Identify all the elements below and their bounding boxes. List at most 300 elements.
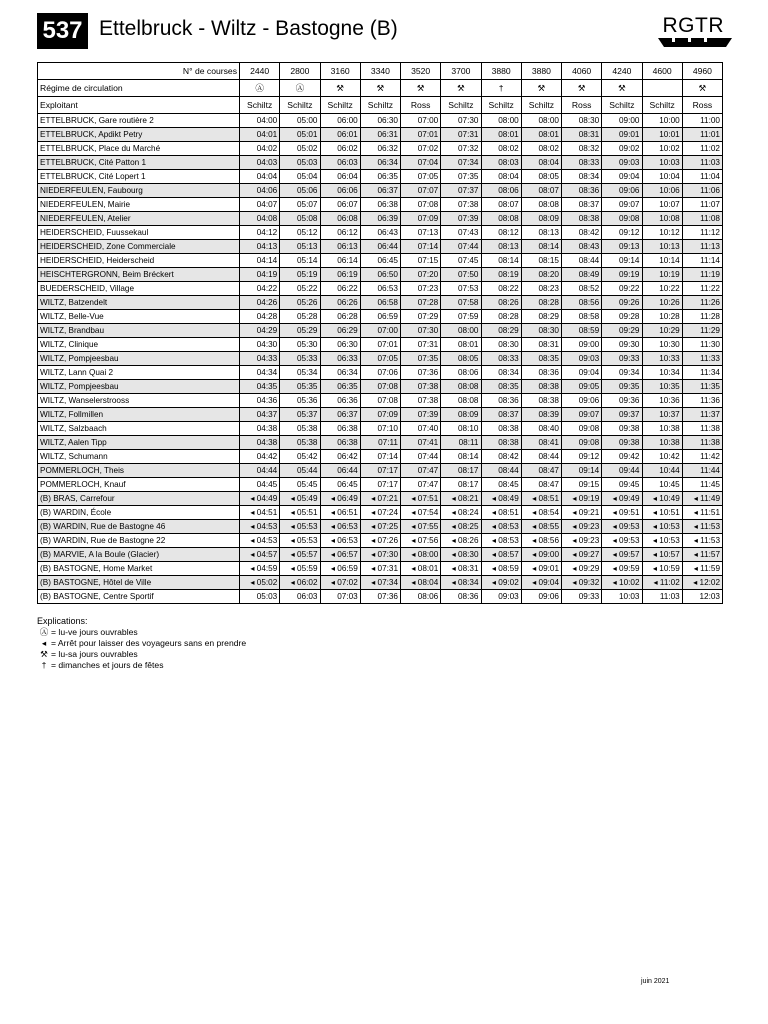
table-row	[38, 240, 723, 254]
departure-time: 07:30	[441, 114, 481, 128]
departure-time: 05:04	[280, 170, 320, 184]
departure-time: 06:30	[360, 114, 400, 128]
departure-time: 08:05	[441, 352, 481, 366]
departure-time: 10:12	[642, 226, 682, 240]
departure-time: 04:02	[240, 142, 280, 156]
table-row	[38, 254, 723, 268]
departure-time: 06:03	[320, 156, 360, 170]
departure-time: ◂ 08:49	[481, 492, 521, 506]
stop-name: WILTZ, Batzendelt	[38, 296, 240, 310]
departure-time: 09:35	[602, 380, 642, 394]
table-row	[38, 562, 723, 576]
departure-time: 06:00	[320, 114, 360, 128]
departure-time: 08:14	[441, 450, 481, 464]
departure-time: 04:28	[240, 310, 280, 324]
departure-time: ◂ 11:51	[682, 506, 722, 520]
departure-time: 08:14	[521, 240, 561, 254]
departure-time: 08:13	[481, 240, 521, 254]
departure-time: 07:30	[401, 324, 441, 338]
departure-time: 09:04	[562, 366, 602, 380]
table-row	[38, 324, 723, 338]
departure-time: ◂ 09:23	[562, 534, 602, 548]
stop-name: WILTZ, Lann Quai 2	[38, 366, 240, 380]
departure-time: ◂ 07:30	[360, 548, 400, 562]
departure-time: 09:28	[602, 310, 642, 324]
courses-label: N° de courses	[38, 63, 240, 80]
departure-time: 04:07	[240, 198, 280, 212]
departure-time: 08:04	[481, 170, 521, 184]
departure-time: 04:08	[240, 212, 280, 226]
explanation-text: = Arrêt pour laisser des voyageurs sans en prendre	[51, 638, 247, 648]
departure-time: ◂ 07:56	[401, 534, 441, 548]
departure-time: 07:35	[441, 170, 481, 184]
departure-time: 10:35	[642, 380, 682, 394]
departure-time: 10:30	[642, 338, 682, 352]
departure-time: 07:01	[401, 128, 441, 142]
departure-time: 11:38	[682, 436, 722, 450]
departure-time: ◂ 06:57	[320, 548, 360, 562]
table-row	[38, 338, 723, 352]
table-row	[38, 394, 723, 408]
logo-rail-icon	[658, 38, 732, 47]
regime-row	[38, 80, 723, 97]
stop-name: WILTZ, Salzbaach	[38, 422, 240, 436]
departure-time: 07:17	[360, 464, 400, 478]
departure-time: 10:14	[642, 254, 682, 268]
departure-time: 09:04	[602, 170, 642, 184]
departure-time: 10:22	[642, 282, 682, 296]
departure-time: 05:08	[280, 212, 320, 226]
table-row	[38, 464, 723, 478]
departure-time: 10:26	[642, 296, 682, 310]
departure-time: ◂ 08:53	[481, 534, 521, 548]
regime-symbol: ⚒	[401, 80, 441, 97]
departure-time: 07:00	[401, 114, 441, 128]
departure-time: 10:03	[642, 156, 682, 170]
table-row	[38, 282, 723, 296]
departure-time: 10:37	[642, 408, 682, 422]
departure-time: 11:33	[682, 352, 722, 366]
departure-time: 06:36	[320, 394, 360, 408]
departure-time: ◂ 08:57	[481, 548, 521, 562]
departure-time: ◂ 04:53	[240, 534, 280, 548]
departure-time: ◂ 08:25	[441, 520, 481, 534]
departure-time: ◂ 09:53	[602, 520, 642, 534]
departure-time: 04:13	[240, 240, 280, 254]
departure-time: 08:33	[562, 156, 602, 170]
course-number: 4240	[602, 63, 642, 80]
stop-name: (B) WARDIN, Rue de Bastogne 46	[38, 520, 240, 534]
stop-name: WILTZ, Pompjeesbau	[38, 352, 240, 366]
departure-time: ◂ 07:34	[360, 576, 400, 590]
departure-time: 08:36	[481, 394, 521, 408]
stop-name: WILTZ, Pompjeesbau	[38, 380, 240, 394]
departure-time: 06:29	[320, 324, 360, 338]
departure-time: 07:38	[441, 198, 481, 212]
departure-time: 10:29	[642, 324, 682, 338]
regime-symbol: Ⓐ	[240, 80, 280, 97]
departure-time: 09:03	[562, 352, 602, 366]
departure-time: 06:01	[320, 128, 360, 142]
regime-symbol: Ⓐ	[280, 80, 320, 97]
departure-time: 10:36	[642, 394, 682, 408]
exploitant-label: Exploitant	[38, 97, 240, 114]
departure-time: 09:12	[602, 226, 642, 240]
departure-time: 06:44	[320, 464, 360, 478]
table-row	[38, 170, 723, 184]
departure-time: 08:40	[521, 422, 561, 436]
table-row	[38, 268, 723, 282]
course-number: 4600	[642, 63, 682, 80]
stop-name: WILTZ, Aalen Tipp	[38, 436, 240, 450]
departure-time: 08:36	[521, 366, 561, 380]
departure-time: 05:30	[280, 338, 320, 352]
departure-time: 07:15	[401, 254, 441, 268]
departure-time: ◂ 07:31	[360, 562, 400, 576]
course-number: 3160	[320, 63, 360, 80]
table-row	[38, 534, 723, 548]
table-row	[38, 380, 723, 394]
departure-time: 07:58	[441, 296, 481, 310]
departure-time: ◂ 08:34	[441, 576, 481, 590]
table-row	[38, 422, 723, 436]
table-row	[38, 478, 723, 492]
departure-time: ◂ 11:49	[682, 492, 722, 506]
departure-time: 08:45	[481, 478, 521, 492]
departure-time: ◂ 06:53	[320, 534, 360, 548]
departure-time: 08:22	[481, 282, 521, 296]
departure-time: 07:36	[360, 590, 400, 604]
departure-time: 05:12	[280, 226, 320, 240]
departure-time: 08:38	[521, 394, 561, 408]
departure-time: 10:01	[642, 128, 682, 142]
departure-time: 06:38	[360, 198, 400, 212]
departure-time: ◂ 05:57	[280, 548, 320, 562]
departure-time: ◂ 09:59	[602, 562, 642, 576]
departure-time: 08:44	[481, 464, 521, 478]
departure-time: 06:04	[320, 170, 360, 184]
departure-time: 09:00	[602, 114, 642, 128]
departure-time: ◂ 08:01	[401, 562, 441, 576]
departure-time: 07:13	[401, 226, 441, 240]
table-row	[38, 212, 723, 226]
departure-time: 10:03	[602, 590, 642, 604]
departure-time: 07:47	[401, 478, 441, 492]
departure-time: 07:36	[401, 366, 441, 380]
departure-time: 10:13	[642, 240, 682, 254]
departure-time: 08:00	[441, 324, 481, 338]
departure-time: 08:52	[562, 282, 602, 296]
table-row	[38, 492, 723, 506]
course-number: 4060	[562, 63, 602, 80]
departure-time: 09:14	[562, 464, 602, 478]
departure-time: 09:19	[602, 268, 642, 282]
departure-time: 07:05	[360, 352, 400, 366]
departure-time: 08:07	[521, 184, 561, 198]
departure-time: 09:12	[562, 450, 602, 464]
departure-time: 06:50	[360, 268, 400, 282]
departure-time: 08:49	[562, 268, 602, 282]
route-number-badge: 537	[37, 13, 88, 49]
departure-time: 05:06	[280, 184, 320, 198]
table-row	[38, 548, 723, 562]
stop-name: ETTELBRUCK, Place du Marché	[38, 142, 240, 156]
departure-time: 09:14	[602, 254, 642, 268]
departure-time: ◂ 09:00	[521, 548, 561, 562]
courses-row	[38, 63, 723, 80]
departure-time: 05:26	[280, 296, 320, 310]
departure-time: 09:06	[602, 184, 642, 198]
table-row	[38, 576, 723, 590]
departure-time: 04:06	[240, 184, 280, 198]
departure-time: 08:05	[521, 170, 561, 184]
departure-time: 06:42	[320, 450, 360, 464]
departure-time: 05:45	[280, 478, 320, 492]
departure-time: 10:42	[642, 450, 682, 464]
course-number: 3340	[360, 63, 400, 80]
departure-time: 06:28	[320, 310, 360, 324]
table-row	[38, 296, 723, 310]
explanation-symbol: ◂	[41, 638, 47, 648]
regime-symbol: ⚒	[441, 80, 481, 97]
departure-time: ◂ 06:49	[320, 492, 360, 506]
departure-time: ◂ 08:59	[481, 562, 521, 576]
regime-symbol	[642, 80, 682, 97]
departure-time: 11:35	[682, 380, 722, 394]
departure-time: 11:19	[682, 268, 722, 282]
departure-time: 07:23	[401, 282, 441, 296]
explanation-symbol: Ⓐ	[39, 627, 49, 637]
departure-time: 04:42	[240, 450, 280, 464]
departure-time: 08:01	[521, 128, 561, 142]
departure-time: 07:08	[360, 394, 400, 408]
course-number: 3700	[441, 63, 481, 80]
departure-time: ◂ 04:59	[240, 562, 280, 576]
exploitant-name: Ross	[401, 97, 441, 114]
departure-time: ◂ 08:04	[401, 576, 441, 590]
departure-time: 04:12	[240, 226, 280, 240]
departure-time: 07:59	[441, 310, 481, 324]
departure-time: 06:30	[320, 338, 360, 352]
departure-time: 10:06	[642, 184, 682, 198]
departure-time: 06:12	[320, 226, 360, 240]
departure-time: 07:20	[401, 268, 441, 282]
departure-time: ◂ 10:51	[642, 506, 682, 520]
table-row	[38, 520, 723, 534]
departure-time: 07:39	[401, 408, 441, 422]
departure-time: ◂ 05:02	[240, 576, 280, 590]
departure-time: 09:15	[562, 478, 602, 492]
departure-time: 08:23	[521, 282, 561, 296]
departure-time: ◂ 09:32	[562, 576, 602, 590]
departure-time: ◂ 06:59	[320, 562, 360, 576]
departure-time: 05:38	[280, 436, 320, 450]
departure-time: 08:30	[521, 324, 561, 338]
departure-time: 08:14	[481, 254, 521, 268]
stop-name: (B) MARVIE, A la Boule (Glacier)	[38, 548, 240, 562]
departure-time: 11:03	[642, 590, 682, 604]
departure-time: 09:08	[562, 422, 602, 436]
departure-time: 08:58	[562, 310, 602, 324]
departure-time: 06:44	[360, 240, 400, 254]
course-number: 4960	[682, 63, 722, 80]
departure-time: 08:30	[481, 338, 521, 352]
exploitant-name: Schiltz	[521, 97, 561, 114]
departure-time: 05:37	[280, 408, 320, 422]
departure-time: ◂ 07:21	[360, 492, 400, 506]
departure-time: 08:28	[481, 310, 521, 324]
departure-time: ◂ 09:02	[481, 576, 521, 590]
departure-time: 04:22	[240, 282, 280, 296]
departure-time: 06:43	[360, 226, 400, 240]
departure-time: ◂ 08:51	[481, 506, 521, 520]
departure-time: 08:39	[521, 408, 561, 422]
timetable	[37, 62, 723, 604]
course-number: 3520	[401, 63, 441, 80]
stop-name: BUEDERSCHEID, Village	[38, 282, 240, 296]
table-row	[38, 310, 723, 324]
departure-time: ◂ 09:04	[521, 576, 561, 590]
departure-time: 04:19	[240, 268, 280, 282]
departure-time: 07:28	[401, 296, 441, 310]
table-row	[38, 366, 723, 380]
departure-time: 11:04	[682, 170, 722, 184]
departure-time: 07:50	[441, 268, 481, 282]
departure-time: 08:06	[441, 366, 481, 380]
departure-time: 07:38	[401, 380, 441, 394]
departure-time: ◂ 05:53	[280, 520, 320, 534]
table-row	[38, 198, 723, 212]
departure-time: 05:36	[280, 394, 320, 408]
explanations-title: Explications:	[37, 616, 88, 626]
stop-name: NIEDERFEULEN, Faubourg	[38, 184, 240, 198]
departure-time: 06:37	[360, 184, 400, 198]
departure-time: 05:38	[280, 422, 320, 436]
departure-time: 08:11	[441, 436, 481, 450]
departure-time: 04:35	[240, 380, 280, 394]
departure-time: 04:38	[240, 422, 280, 436]
departure-time: 06:34	[320, 366, 360, 380]
table-row	[38, 436, 723, 450]
departure-time: 08:35	[521, 352, 561, 366]
departure-time: 09:42	[602, 450, 642, 464]
departure-time: 11:30	[682, 338, 722, 352]
departure-time: 11:08	[682, 212, 722, 226]
departure-time: ◂ 09:27	[562, 548, 602, 562]
explanations-list	[37, 627, 246, 671]
stop-name: ETTELBRUCK, Cité Patton 1	[38, 156, 240, 170]
departure-time: 09:07	[562, 408, 602, 422]
departure-time: 11:42	[682, 450, 722, 464]
departure-time: 09:03	[481, 590, 521, 604]
departure-time: 08:10	[441, 422, 481, 436]
departure-time: 08:19	[481, 268, 521, 282]
logo-text: RGTR	[662, 14, 724, 37]
stop-name: WILTZ, Belle-Vue	[38, 310, 240, 324]
departure-time: 06:39	[360, 212, 400, 226]
stop-name: (B) WARDIN, Rue de Bastogne 22	[38, 534, 240, 548]
departure-time: ◂ 08:21	[441, 492, 481, 506]
departure-time: ◂ 08:24	[441, 506, 481, 520]
departure-time: 09:37	[602, 408, 642, 422]
departure-time: 04:36	[240, 394, 280, 408]
footer-date: juin 2021	[641, 978, 670, 985]
table-row	[38, 156, 723, 170]
departure-time: 08:43	[562, 240, 602, 254]
table-row	[38, 142, 723, 156]
departure-time: ◂ 08:00	[401, 548, 441, 562]
table-row	[38, 226, 723, 240]
departure-time: 08:42	[562, 226, 602, 240]
explanation-symbol: ⚒	[40, 649, 48, 659]
exploitant-row	[38, 97, 723, 114]
departure-time: 08:02	[521, 142, 561, 156]
departure-time: 06:31	[360, 128, 400, 142]
departure-time: 10:45	[642, 478, 682, 492]
departure-time: 07:08	[401, 198, 441, 212]
departure-time: ◂ 04:57	[240, 548, 280, 562]
exploitant-name: Schiltz	[642, 97, 682, 114]
departure-time: 08:20	[521, 268, 561, 282]
departure-time: ◂ 07:54	[401, 506, 441, 520]
departure-time: 07:44	[441, 240, 481, 254]
departure-time: 06:33	[320, 352, 360, 366]
course-number: 3880	[521, 63, 561, 80]
departure-time: ◂ 10:53	[642, 520, 682, 534]
departure-time: 08:59	[562, 324, 602, 338]
departure-time: ◂ 11:57	[682, 548, 722, 562]
departure-time: 11:36	[682, 394, 722, 408]
stop-name: (B) WARDIN, École	[38, 506, 240, 520]
exploitant-name: Schiltz	[360, 97, 400, 114]
departure-time: 07:40	[401, 422, 441, 436]
departure-time: ◂ 10:53	[642, 534, 682, 548]
departure-time: ◂ 07:51	[401, 492, 441, 506]
departure-time: 08:17	[441, 478, 481, 492]
departure-time: ◂ 06:02	[280, 576, 320, 590]
departure-time: 07:05	[401, 170, 441, 184]
departure-time: 05:13	[280, 240, 320, 254]
departure-time: 08:47	[521, 464, 561, 478]
exploitant-name: Schiltz	[320, 97, 360, 114]
stop-name: WILTZ, Wanselerstrooss	[38, 394, 240, 408]
departure-time: 11:01	[682, 128, 722, 142]
departure-time: 10:38	[642, 436, 682, 450]
departure-time: 05:14	[280, 254, 320, 268]
departure-time: 08:37	[562, 198, 602, 212]
departure-time: ◂ 08:26	[441, 534, 481, 548]
departure-time: ◂ 09:21	[562, 506, 602, 520]
departure-time: 08:37	[481, 408, 521, 422]
departure-time: 09:30	[602, 338, 642, 352]
departure-time: 05:22	[280, 282, 320, 296]
departure-time: 10:04	[642, 170, 682, 184]
rgtr-logo	[654, 13, 732, 49]
departure-time: ◂ 12:02	[682, 576, 722, 590]
stop-name: POMMERLOCH, Knauf	[38, 478, 240, 492]
departure-time: ◂ 09:49	[602, 492, 642, 506]
stop-name: ETTELBRUCK, Apdikt Petry	[38, 128, 240, 142]
departure-time: ◂ 09:19	[562, 492, 602, 506]
departure-time: 10:38	[642, 422, 682, 436]
departure-time: ◂ 04:51	[240, 506, 280, 520]
table-row	[38, 506, 723, 520]
departure-time: 07:09	[401, 212, 441, 226]
departure-time: 11:38	[682, 422, 722, 436]
regime-symbol: ⚒	[602, 80, 642, 97]
departure-time: 04:26	[240, 296, 280, 310]
departure-time: 10:08	[642, 212, 682, 226]
